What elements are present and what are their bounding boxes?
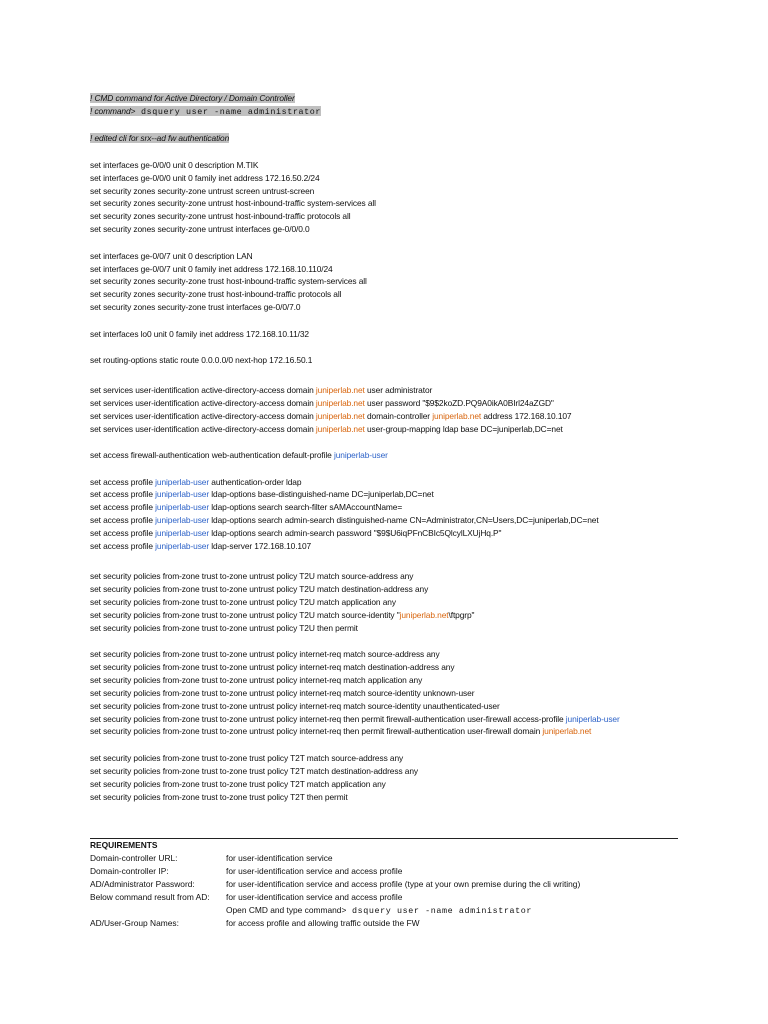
services-prefix: set services user-identification active-directory-access domain [90, 397, 316, 408]
access-profile-line [90, 501, 690, 514]
web-auth-prefix: set access firewall-authentication web-authentication default-profile [90, 450, 334, 461]
policy-line: set security policies from-zone trust to-zone untrust policy T2U match destination-address any [90, 583, 429, 594]
cli-line: set security zones security-zone untrust screen untrust-screen [90, 185, 315, 196]
requirement-value: for user-identification service and access profile [226, 891, 403, 902]
policy-line: set security policies from-zone trust to-zone trust policy T2T match destination-address any [90, 765, 418, 776]
domain-link: juniperlab.net [315, 410, 365, 421]
requirement-label: AD/User-Group Names: [90, 918, 179, 929]
policy-line: set security policies from-zone trust to-zone untrust policy internet-req match source-identity unknown-user [90, 687, 475, 698]
requirement-cmd [226, 904, 532, 918]
services-rest: address 172.168.10.107 [481, 410, 572, 421]
domain-link: juniperlab.net [542, 726, 592, 737]
routing-line: set routing-options static route 0.0.0.0/0 next-hop 172.16.50.1 [90, 355, 313, 366]
policy-line [90, 725, 690, 738]
requirement-row [90, 891, 690, 904]
requirements-heading: REQUIREMENTS [90, 840, 158, 850]
requirement-value: for user-identification service and access profile [226, 865, 403, 876]
requirement-label: Domain-controller IP: [90, 865, 169, 876]
policy-line [90, 713, 690, 726]
access-rest: ldap-options search admin-search distinguished-name CN=Administrator,CN=Users,DC=juniperlab,DC=net [209, 515, 599, 526]
cli-line: set interfaces ge-0/0/7 unit 0 description LAN [90, 250, 253, 261]
services-prefix: set services user-identification active-directory-access domain [90, 423, 316, 434]
access-prefix: set access profile [90, 489, 156, 500]
web-auth-line [90, 449, 690, 462]
services-rest: user-group-mapping ldap base DC=juniperlab,DC=net [364, 423, 563, 434]
requirement-label: AD/Administrator Password: [90, 878, 195, 889]
cmd-command-line [90, 105, 690, 119]
requirement-label: Domain-controller URL: [90, 852, 178, 863]
requirement-cmd-prefix: Open CMD and type command> [226, 904, 347, 915]
profile-link: juniperlab-user [333, 450, 388, 461]
cli-line: set security zones security-zone trust host-inbound-traffic system-services all [90, 276, 367, 287]
services-mid: domain-controller [364, 410, 433, 421]
policy-line [90, 609, 690, 622]
policy-line: set security policies from-zone trust to-zone untrust policy internet-req match destination-address any [90, 661, 455, 672]
domain-link: juniperlab.net [315, 423, 365, 434]
profile-link: juniperlab-user [565, 713, 620, 724]
access-profile-line [90, 488, 690, 501]
services-line [90, 384, 690, 397]
cli-document [90, 92, 690, 803]
services-prefix: set services user-identification active-directory-access domain [90, 385, 316, 395]
access-profile-line [90, 540, 690, 553]
cli-line: set security zones security-zone untrust host-inbound-traffic protocols all [90, 211, 351, 222]
cmd-prefix-text: ! command> [90, 105, 136, 116]
access-rest: ldap-options base-distinguished-name DC=juniperlab,DC=net [209, 489, 434, 500]
services-prefix: set services user-identification active-directory-access domain [90, 410, 316, 421]
domain-link: juniperlab.net [315, 385, 365, 395]
requirement-cmd-text: dsquery user -name administrator [346, 905, 532, 916]
profile-link: juniperlab-user [155, 515, 210, 526]
edited-note-line [90, 132, 690, 145]
requirement-row [90, 917, 690, 930]
policy-line: set security policies from-zone trust to-zone untrust policy T2U then permit [90, 622, 358, 633]
policy-line: set security policies from-zone trust to-zone trust policy T2T then permit [90, 791, 348, 802]
cmd-title-line [90, 92, 690, 105]
policy-line: set security policies from-zone trust to-zone untrust policy T2U match application any [90, 596, 396, 607]
policy-line: set security policies from-zone trust to-zone trust policy T2T match source-address any [90, 752, 404, 763]
cli-line: set security zones security-zone trust interfaces ge-0/0/7.0 [90, 302, 301, 313]
domain-link: juniperlab.net [399, 609, 449, 620]
policy-line: set security policies from-zone trust to-zone trust policy T2T match application any [90, 778, 386, 789]
cli-line: set security zones security-zone trust host-inbound-traffic protocols all [90, 289, 342, 300]
requirement-row [90, 852, 690, 865]
access-prefix: set access profile [90, 515, 156, 526]
access-prefix: set access profile [90, 502, 156, 513]
cli-line: set security zones security-zone untrust host-inbound-traffic system-services all [90, 198, 376, 209]
loopback-line: set interfaces lo0 unit 0 family inet address 172.168.10.11/32 [90, 328, 309, 339]
access-profile-line [90, 476, 690, 489]
access-rest: authentication-order ldap [209, 476, 302, 487]
cli-line: set interfaces ge-0/0/0 unit 0 description M.TIK [90, 159, 259, 170]
edited-note: ! edited cli for srx--ad fw authentication [90, 133, 230, 144]
internet-access-prefix: set security policies from-zone trust to-zone untrust policy internet-req then permit firewall-authentication user-firewall access-profile [90, 713, 566, 724]
services-line [90, 410, 690, 423]
access-prefix: set access profile [90, 541, 156, 552]
identity-prefix: set security policies from-zone trust to-zone untrust policy T2U match source-identity " [90, 609, 400, 620]
profile-link: juniperlab-user [155, 541, 210, 552]
policy-line: set security policies from-zone trust to-zone untrust policy T2U match source-address any [90, 570, 414, 581]
policy-line: set security policies from-zone trust to-zone untrust policy internet-req match source-identity unauthenticated-user [90, 700, 500, 711]
cli-line: set security zones security-zone untrust interfaces ge-0/0/0.0 [90, 224, 310, 235]
profile-link: juniperlab-user [155, 476, 210, 487]
cmd-title: ! CMD command for Active Directory / Domain Controller [90, 93, 295, 103]
domain-link: juniperlab.net [315, 397, 365, 408]
access-profile-line [90, 514, 690, 527]
requirement-row [90, 904, 690, 918]
services-line [90, 397, 690, 410]
cmd-prefix [90, 106, 321, 116]
identity-rest: \ftpgrp" [448, 609, 475, 620]
access-profile-line [90, 527, 690, 540]
services-rest: user password "$9$2koZD.PQ9A0ikA0BIrl24aZGD" [364, 397, 554, 408]
policy-line: set security policies from-zone trust to-zone untrust policy internet-req match source-address any [90, 649, 440, 659]
access-rest: ldap-server 172.168.10.107 [209, 541, 312, 552]
requirement-value: for user-identification service and access profile (type at your own premise during the cli writing) [226, 878, 581, 889]
services-line [90, 423, 690, 436]
profile-link: juniperlab-user [155, 528, 210, 539]
requirement-label: Below command result from AD: [90, 891, 210, 902]
access-prefix: set access profile [90, 528, 156, 539]
requirement-value: for access profile and allowing traffic outside the FW [226, 918, 420, 929]
requirement-value: for user-identification service [226, 852, 333, 863]
services-rest: user administrator [364, 385, 433, 395]
cmd-text: dsquery user -name administrator [135, 106, 321, 117]
access-rest: ldap-options search admin-search password "$9$U6iqPFnCBIc5QlcylLXUjHq.P" [209, 528, 502, 539]
access-prefix: set access profile [90, 476, 156, 487]
profile-link: juniperlab-user [155, 502, 210, 513]
policy-line: set security policies from-zone trust to-zone untrust policy internet-req match application any [90, 674, 423, 685]
requirement-row [90, 878, 690, 891]
access-rest: ldap-options search search-filter sAMAccountName= [209, 502, 403, 513]
cli-line: set interfaces ge-0/0/7 unit 0 family inet address 172.168.10.110/24 [90, 263, 333, 274]
internet-domain-prefix: set security policies from-zone trust to-zone untrust policy internet-req then permit firewall-authentication user-firewall domain [90, 726, 543, 737]
cli-line: set interfaces ge-0/0/0 unit 0 family inet address 172.16.50.2/24 [90, 172, 320, 183]
requirements-section [90, 839, 690, 930]
profile-link: juniperlab-user [155, 489, 210, 500]
requirement-row [90, 865, 690, 878]
domain-link: juniperlab.net [432, 410, 482, 421]
